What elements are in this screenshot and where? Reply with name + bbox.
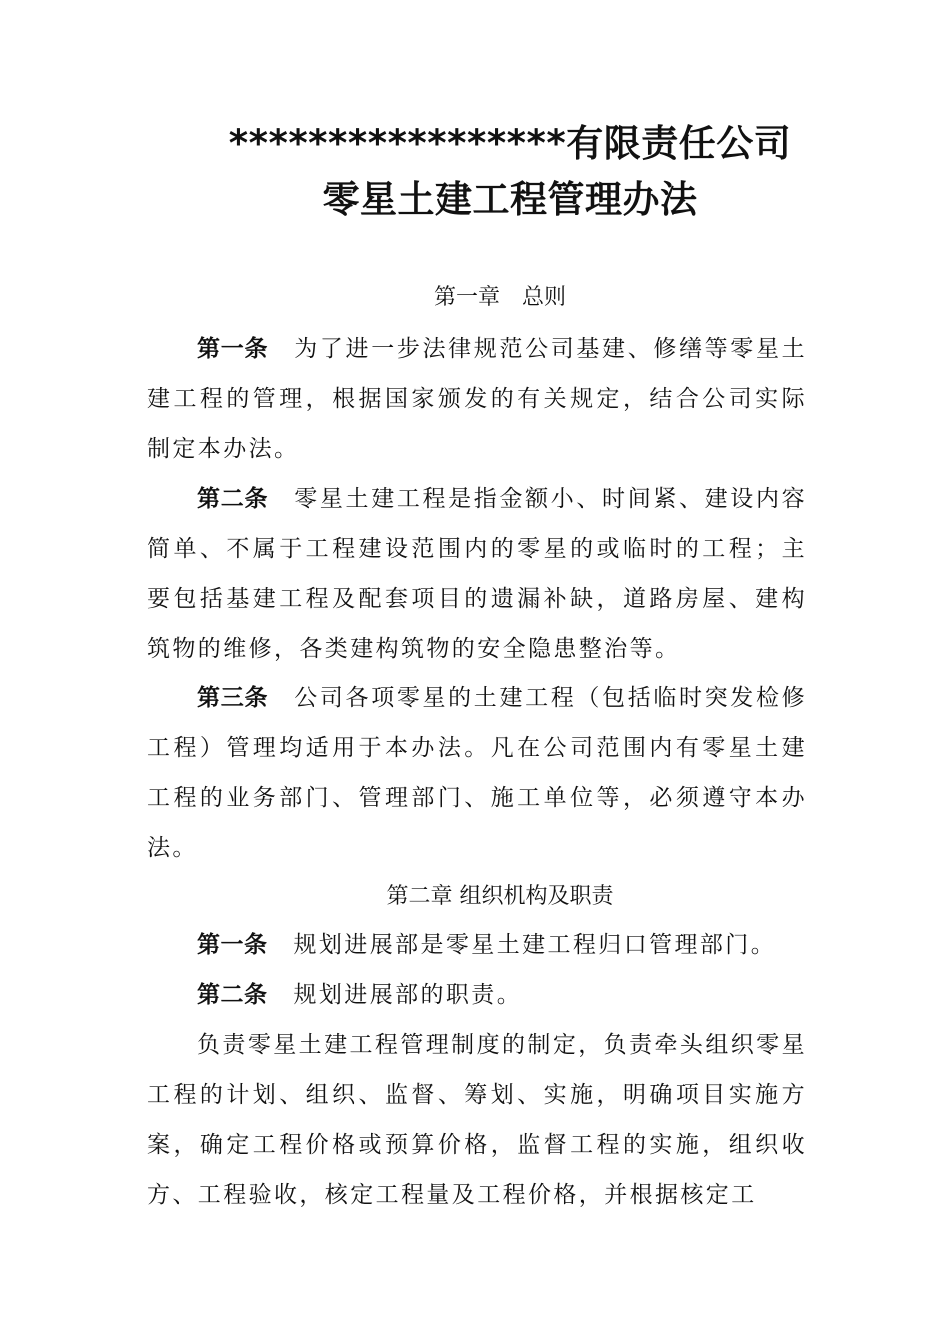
article-text: 公司各项零星的土建工程（包括临时突发检修工程）管理均适用于本办法。凡在公司范围内有零星土建工程的业务部门、管理部门、施工单位等，必须遵守本办法。 [147,685,807,861]
article-label: 第一条 [197,932,268,958]
chapter-2-paragraph: 负责零星土建工程管理制度的制定，负责牵头组织零星工程的计划、组织、监督、筹划、实施，明确项目实施方案，确定工程价格或预算价格，监督工程的实施，组织收方、工程验收，核定工程量及工程价格，并根据核定工 [147,1032,807,1208]
chapter-1-heading: 第一章 总则 [433,285,566,310]
chapter-2-article-2 [147,970,807,1020]
document-title-line1: *****************有限责任公司 [228,122,792,165]
article-label: 第二条 [197,982,268,1008]
chapter-1-article-2 [147,474,807,674]
article-text: 规划进展部的职责。 [293,982,523,1008]
article-label: 第一条 [197,336,269,362]
chapter-2-heading: 第二章 组织机构及职责 [386,884,614,909]
article-text: 为了进一步法律规范公司基建、修缮等零星土建工程的管理，根据国家颁发的有关规定，结合公司实际制定本办法。 [147,336,807,462]
article-text: 规划进展部是零星土建工程归口管理部门。 [293,932,777,958]
chapter-1-article-1 [147,324,807,474]
chapter-2-article-1 [147,920,807,970]
chapter-1-article-3 [147,673,807,873]
document-title-line2: 零星土建工程管理办法 [322,178,698,221]
article-label: 第二条 [197,486,269,512]
article-label: 第三条 [197,685,269,711]
article-text: 零星土建工程是指金额小、时间紧、建设内容简单、不属于工程建设范围内的零星的或临时的工程；主要包括基建工程及配套项目的遗漏补缺，道路房屋、建构筑物的维修，各类建构筑物的安全隐患整治等。 [147,486,807,662]
